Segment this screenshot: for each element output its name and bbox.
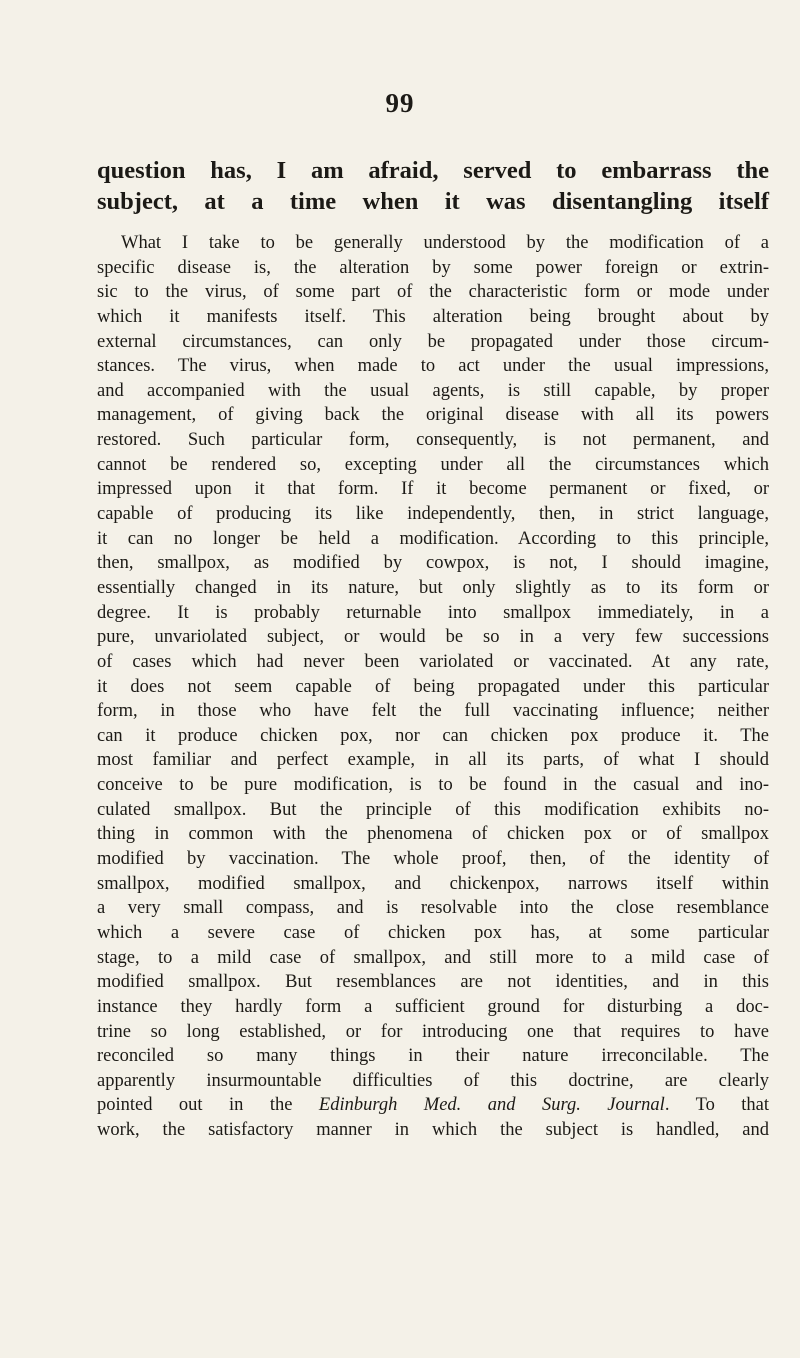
text-line: thing in common with the phenomena of chicken pox or of smallpox [97,824,769,845]
text-line: smallpox, modified smallpox, and chickenpox, narrows itself within [97,873,769,894]
text-line: stances. The virus, when made to act under the usual impressions, [97,356,769,377]
text-line: pure, unvariolated subject, or would be so in a very few successions [97,627,769,648]
text-line: a very small compass, and is resolvable into the close resemblance [97,898,769,919]
text-line: restored. Such particular form, consequently, is not permanent, and [97,430,769,451]
text-line: modified by vaccination. The whole proof, then, of the identity of [97,849,769,870]
text-line: modified smallpox. But resemblances are not identities, and in this [97,972,769,993]
text-line: specific disease is, the alteration by some power foreign or extrin- [97,257,769,278]
journal-title: Edinburgh Med. and Surg. Journal [318,1095,665,1116]
text-line: stage, to a mild case of smallpox, and still more to a mild case of [97,947,769,968]
continuation-line: subject, at a time when it was disentangling itself [97,188,769,215]
text-line: form, in those who have felt the full vaccinating influence; neither [97,701,769,722]
text-line: and accompanied with the usual agents, is still capable, by proper [97,380,769,401]
text-line: apparently insurmountable difficulties of this doctrine, are clearly [97,1070,769,1091]
body-paragraph [97,231,769,1143]
text-line: of cases which had never been variolated or vaccinated. At any rate, [97,651,769,672]
text-line: it can no longer be held a modification. According to this principle, [97,528,769,549]
text-line: trine so long established, or for introducing one that requires to have [97,1021,769,1042]
text-line: then, smallpox, as modified by cowpox, is not, I should imagine, [97,553,769,574]
text-line: instance they hardly form a sufficient ground for disturbing a doc- [97,996,769,1017]
text-line: which it manifests itself. This alteration being brought about by [97,306,769,327]
continuation-heading-text [97,155,769,217]
text-line: pointed out in the Edinburgh Med. and Surg. Journal. To that [97,1095,770,1116]
page-number: 99 [385,88,415,118]
text-line: can it produce chicken pox, nor can chicken pox produce it. The [97,725,769,746]
continuation-line: question has, I am afraid, served to embarrass the [97,157,769,184]
text-line: reconciled so many things in their nature irreconcilable. The [97,1046,769,1067]
text-line: most familiar and perfect example, in all its parts, of what I should [97,750,769,771]
text-line: external circumstances, can only be propagated under those circum- [97,331,769,352]
text-line: it does not seem capable of being propagated under this particular [97,676,769,697]
text-line: What I take to be generally understood by the modification of a [121,233,769,253]
text-line: degree. It is probably returnable into smallpox immediately, in a [97,602,769,623]
text-line: culated smallpox. But the principle of this modification exhibits no- [97,799,769,820]
text-line: capable of producing its like independently, then, in strict language, [97,504,769,525]
text-line: which a severe case of chicken pox has, at some particular [97,922,769,943]
text-line: work, the satisfactory manner in which the subject is handled, and [97,1120,769,1141]
text-line: conceive to be pure modification, is to be found in the casual and ino- [97,775,769,796]
text-line: sic to the virus, of some part of the characteristic form or mode under [97,282,769,303]
text-line: essentially changed in its nature, but only slightly as to its form or [97,577,769,598]
text-line: cannot be rendered so, excepting under all the circumstances which [97,454,769,475]
text-line: impressed upon it that form. If it become permanent or fixed, or [97,479,769,500]
text-line: management, of giving back the original disease with all its powers [97,405,769,426]
